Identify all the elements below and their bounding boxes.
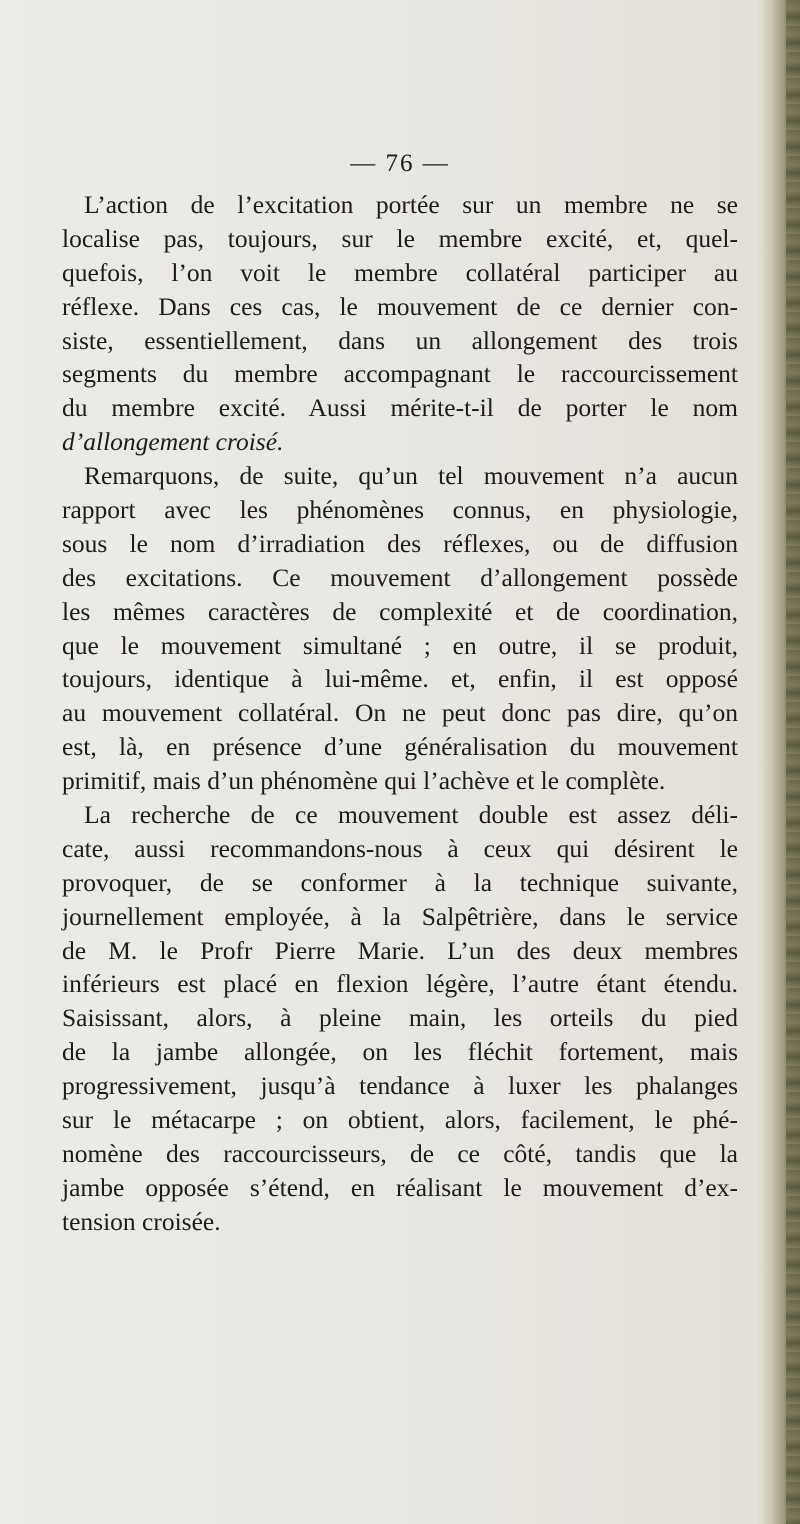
text-line: tension croisée. (62, 1206, 221, 1236)
page-binding-edge (786, 0, 800, 1524)
text-line: sur le métacarpe ; on obtient, alors, facilement, le phé- (62, 1105, 738, 1135)
text-line: siste, essentiellement, dans un allongement des trois (62, 325, 738, 355)
text-line: Remarquons, de suite, qu’un tel mouvement n’a aucun (84, 461, 738, 491)
text-line: provoquer, de se conformer à la technique suivante, (62, 867, 738, 897)
text-line: L’action de l’excitation portée sur un membre ne se (84, 190, 738, 219)
text-line: de M. le Profr Pierre Marie. L’un des deux membres (62, 935, 738, 965)
text-line: au mouvement collatéral. On ne peut donc pas dire, qu’on (62, 698, 738, 728)
text-line: est, là, en présence d’une généralisation du mouvement (62, 732, 738, 762)
text-line: de la jambe allongée, on les fléchit fortement, mais (62, 1037, 738, 1067)
page-number: — 76 — (350, 150, 450, 177)
text-line: les mêmes caractères de complexité et de coordination, (62, 596, 738, 626)
text-line: que le mouvement simultané ; en outre, il se produit, (62, 630, 738, 660)
text-line: toujours, identique à lui-même. et, enfin, il est opposé (62, 664, 738, 694)
text-line: jambe opposée s’étend, en réalisant le mouvement d’ex- (62, 1172, 738, 1202)
text-line: inférieurs est placé en flexion légère, l’autre étant étendu. (62, 969, 738, 999)
text-line: nomène des raccourcisseurs, de ce côté, tandis que la (62, 1138, 738, 1168)
text-line: segments du membre accompagnant le raccourcissement (62, 359, 738, 389)
text-line: rapport avec les phénomènes connus, en physiologie, (62, 495, 738, 525)
text-line: cate, aussi recommandons-nous à ceux qui désirent le (62, 833, 738, 863)
text-line: Saisissant, alors, à pleine main, les orteils du pied (62, 1003, 738, 1033)
text-line-italic: d’allongement croisé. (62, 427, 284, 457)
text-line: La recherche de ce mouvement double est assez déli- (84, 800, 738, 830)
text-line: progressivement, jusqu’à tendance à luxer les phalanges (62, 1071, 738, 1101)
text-line: des excitations. Ce mouvement d’allongement possède (62, 562, 738, 592)
text-line: localise pas, toujours, sur le membre excité, et, quel- (62, 223, 738, 253)
text-line: journellement employée, à la Salpêtrière, dans le service (62, 901, 738, 931)
text-line: sous le nom d’irradiation des réflexes, ou de diffusion (62, 528, 738, 558)
text-line: du membre excité. Aussi mérite-t-il de porter le nom (62, 393, 738, 423)
text-line: primitif, mais d’un phénomène qui l’achève et le complète. (62, 766, 666, 796)
text-line: quefois, l’on voit le membre collatéral participer au (62, 257, 738, 287)
text-line: réflexe. Dans ces cas, le mouvement de ce dernier con- (62, 291, 738, 321)
body-text (62, 188, 738, 1239)
